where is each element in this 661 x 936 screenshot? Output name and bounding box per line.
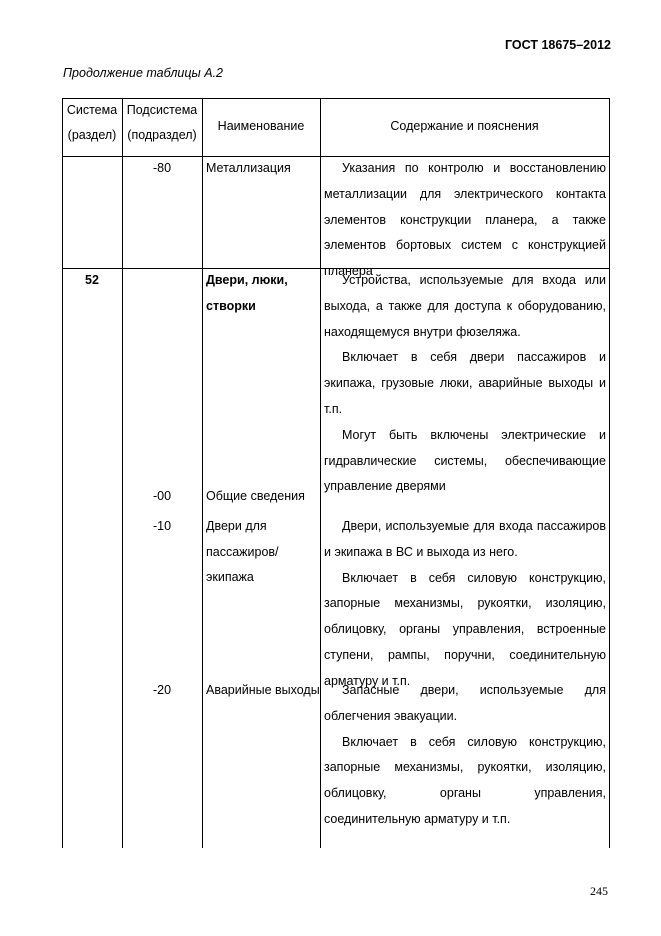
row-subsystem-code: -20: [152, 683, 172, 697]
row-content: Указания по контролю и восстановлению металлизации для электрического контакта элементов конструкции планера, а также элементов бортовых систем с конструкцией планера: [324, 161, 606, 279]
row-name: Двери, люки, створки: [206, 273, 288, 313]
row-system-code: 52: [85, 273, 99, 287]
row-subsystem-code: -00: [152, 489, 172, 503]
row-content: Двери, используемые для входа пассажиров и экипажа в ВС и выхода из него. Включает в себя силовую конструкцию, запорные механизмы, рукоятки, изоляцию, облицовку, органы управления, встроенные ступени, рампы, поручни, соединительную арматуру и т.п.: [324, 519, 606, 688]
table-continuation-caption: Продолжение таблицы А.2: [63, 66, 223, 80]
row-subsystem-code: -80: [152, 161, 172, 175]
row-name: Аварийные выходы: [206, 683, 320, 697]
row-name: Металлизация: [206, 161, 291, 175]
row-content: Запасные двери, используемые для облегчения эвакуации. Включает в себя силовую конструкцию, запорные механизмы, рукоятки, изоляцию, облицовку, органы управления, соединительную арматуру и т.п.: [324, 683, 606, 826]
standard-header: ГОСТ 18675–2012: [505, 38, 611, 52]
header-subsystem: Подсистема (подраздел): [126, 103, 198, 142]
header-content: Содержание и пояснения: [390, 119, 539, 133]
row-name: Двери для пассажиров/ экипажа: [206, 519, 279, 584]
row-subsystem-code: -10: [152, 519, 172, 533]
page-number: 245: [590, 884, 608, 898]
row-name: Общие сведения: [206, 489, 305, 503]
header-system: Система (раздел): [66, 103, 118, 142]
row-content: Устройства, используемые для входа или выхода, а также для доступа к оборудованию, находящемуся внутри фюзеляжа. Включает в себя двери пассажиров и экипажа, грузовые люки, аварийные выходы и т.п. Могут быть включены электрические и гидравлические системы, обеспечивающие управление дверями: [324, 273, 606, 494]
classification-table: [62, 98, 610, 848]
header-name: Наименование: [217, 119, 305, 133]
